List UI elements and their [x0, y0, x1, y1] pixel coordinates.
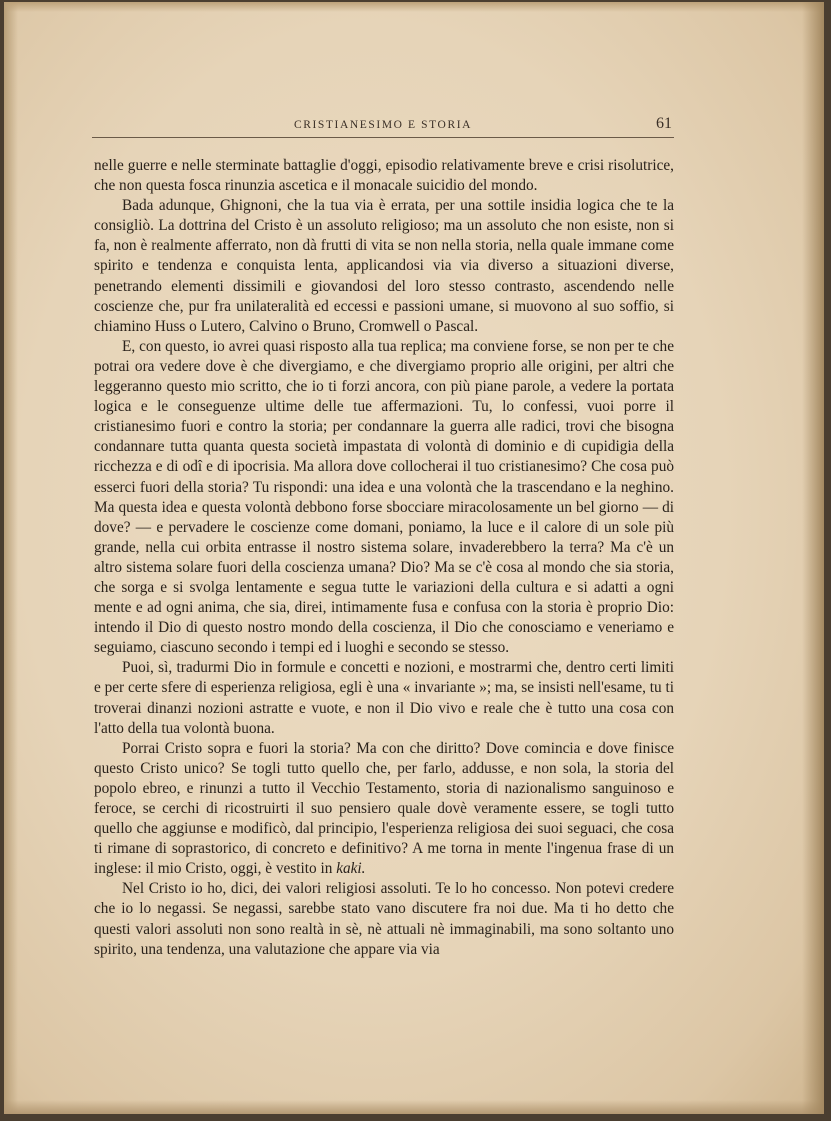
paragraph-text: Porrai Cristo sopra e fuori la storia? Ma con che diritto? Dove comincia e dove finisce questo Cristo unico? Se togli tutto quello che, per farlo, addusse, e non sola, la storia del popolo ebreo, e rinunzi a tutto il Vecchio Testamento, storia di nazionalismo sanguinoso e feroce, se cerchi di ricostruirti il suo pensiero quale dovè veramente essere, se togli tutto quello che aggiunse e modificò, dal principio, l'esperienza religiosa dei suoi seguaci, che cosa ti rimane di soprastorico, di concreto e definitivo? A me torna in mente l'ingenua frase di un inglese: il mio Cristo, oggi, è vestito in [94, 739, 674, 878]
running-head [92, 115, 674, 138]
paragraph: Bada adunque, Ghignoni, che la tua via è errata, per una sottile insidia logica che te la consigliò. La dottrina del Cristo è un assoluto religioso; ma un assoluto che non esiste, non si fa, non è realmente afferrato, non dà frutti di vita se non nella storia, nella quale immane come spirito e tendenza e conquista lenta, applicandosi via via diverso a situazioni diverse, penetrando elementi dissimili e giovandosi del loro stesso contrasto, ascendendo nelle coscienze che, pur fra unilateralità ed eccessi e passioni umane, si muovono al suo soffio, si chiamino Huss o Lutero, Calvino o Bruno, Cromwell o Pascal. [94, 197, 674, 335]
running-title: CRISTIANESIMO E STORIA [293, 119, 473, 131]
page-top-shadow [4, 2, 824, 12]
italic-word: kaki. [336, 860, 366, 878]
page-bottom-shadow [4, 1100, 824, 1114]
body-text [94, 156, 674, 960]
page-number: 61 [656, 115, 672, 132]
paragraph: nelle guerre e nelle sterminate battaglie d'oggi, episodio relativamente breve e crisi risolutrice, che non questa fosca rinunzia ascetica e il monacale suicidio del mondo. [94, 157, 674, 195]
paragraph: E, con questo, io avrei quasi risposto alla tua replica; ma conviene forse, se non per te che potrai ora vedere dove è che divergiamo, e che divergiamo proprio alle origini, per altri che leggeranno questo mio scritto, che io ti forzi ancora, con più piane parole, a vedere la portata logica e le conseguenze ultime delle tue affermazioni. Tu, lo confessi, vuoi porre il cristianesimo fuori e contro la storia; per condannare la guerra alle radici, trovi che bisogna condannare tutta quanta questa società impastata di volontà di dominio e di cupidigia della ricchezza e di odî e di ipocrisia. Ma allora dove collocherai il tuo cristianesimo? Che cosa può esserci fuori della storia? Tu rispondi: una idea e una volontà che la trascendano e la neghino. Ma questa idea e questa volontà debbono forse sbocciare miracolosamente un bel giorno — di dove? — e pervadere le coscienze come domani, poniamo, la luce e il calore di un sole più grande, nella cui orbita entrasse il nostro sistema solare, invaderebbero la terra? Ma c'è un altro sistema solare fuori della coscienza umana? Dio? Ma se c'è cosa al mondo che sia storia, che sorga e si svolga lentamente e segua tutte le variazioni della cultura e si adatti a ogni mente e ad ogni anima, che sia, direi, intimamente fusa e confusa con la storia è proprio Dio: intendo il Dio di questo nostro mondo della coscienza, il Dio che conosciamo e veneriamo e seguiamo, ciascuno secondo i tempi ed i luoghi e secondo se stesso. [94, 337, 674, 657]
paragraph: Puoi, sì, tradurmi Dio in formule e concetti e nozioni, e mostrarmi che, dentro certi limiti e per certe sfere di esperienza religiosa, egli è una « invariante »; ma, se insisti nell'esame, tu ti troverai dinanzi nozioni astratte e vuote, e non il Dio vivo e reale che è tutto una cosa con l'atto della tua volontà buona. [94, 659, 674, 737]
paragraph [94, 739, 674, 880]
book-page [4, 2, 824, 1114]
paragraph: Nel Cristo io ho, dici, dei valori religiosi assoluti. Te lo ho concesso. Non potevi credere che io lo negassi. Se negassi, sarebbe stato vano discutere fra noi due. Ma ti ho detto che questi valori assoluti non sono realtà in sè, nè attuali nè immaginabili, ma sono soltanto uno spirito, una tendenza, una valutazione che appare via via [94, 880, 674, 958]
